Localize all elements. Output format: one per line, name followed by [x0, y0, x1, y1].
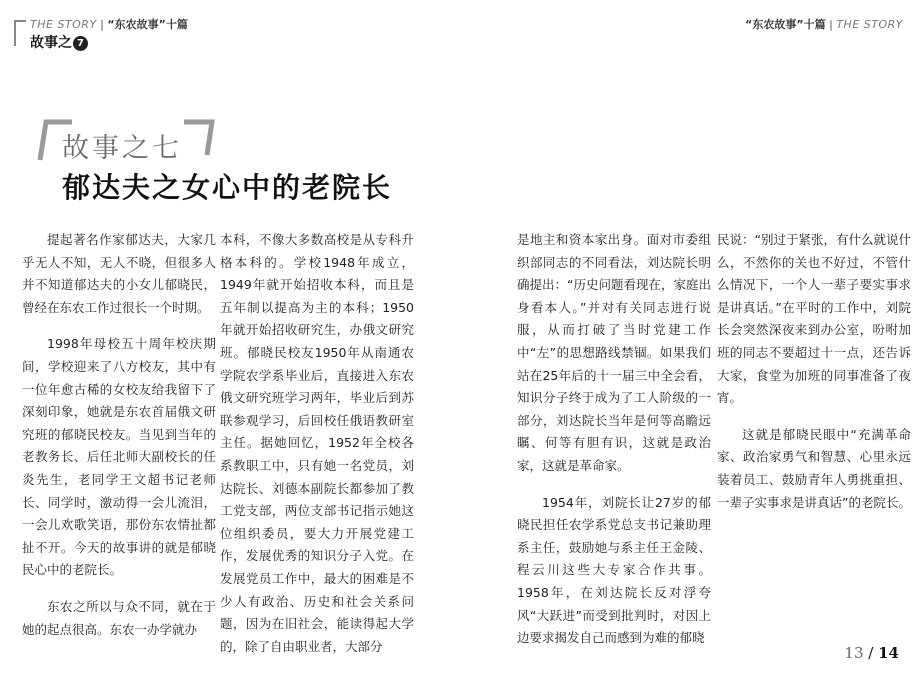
header-story-label-right: THE STORY — [836, 18, 903, 31]
header-series-label-right: “东农故事”十篇 — [745, 18, 826, 31]
text-column-2 — [220, 229, 414, 672]
header-divider: | — [96, 18, 108, 31]
article-subtitle: 故事之七 — [62, 133, 182, 164]
title-bracket-right — [184, 122, 212, 155]
running-header-right — [745, 16, 903, 32]
paragraph: 是地主和资本家出身。面对市委组织部同志的不同看法，刘达院长明确提出：“历史问题看现在，家庭出身看本人。”并对有关同志进行说服，从而打破了当时党建工作中“左”的思想路线禁锢。如果我们站在25年后的十一届三中全会看，知识分子终于成为了工人阶级的一部分，刘达院长当年是何等高瞻远瞩、何等有胆有识，这就是政治家，这就是革命家。 — [517, 232, 711, 473]
paragraph: 提起著名作家郁达夫，大家几乎无人不知，无人不晓，但很多人并不知道郁达夫的小女儿郁晓民，曾经在东农工作过很长一个时期。 — [22, 232, 216, 315]
page-separator: / — [868, 644, 874, 662]
text-column-3 — [517, 229, 711, 664]
header-series-label: “东农故事”十篇 — [107, 18, 188, 31]
paragraph: 1998年母校五十周年校庆期间，学校迎来了八方校友，其中有一位年愈古稀的女校友给我留下了深刻印象，她就是东农首届俄文研究班的郁晓民校友。当见到当年的老教务长、后任北师大副校长的任炎先生，老同学王文超书记老师长、同学时，激动得一会儿流泪，一会儿欢歌笑语，那份东农情扯都扯不开。今天的故事讲的就是郁晓民心中的老院长。 — [22, 336, 216, 578]
current-page: 13 — [844, 644, 864, 662]
article-title: 郁达夫之女心中的老院长 — [62, 171, 393, 204]
paragraph: 民说：“别过于紧张，有什么就说什么，不然你的关也不好过，不管什么情况下，一个人一辈子要实事求是讲真话。”在平时的工作中，刘院长会突然深夜来到办公室，吩咐加班的同志不要超过十一点，还告诉大家，食堂为加班的同事准备了夜宵。 — [717, 232, 911, 406]
header-story-label: THE STORY — [30, 18, 97, 31]
chapter-text: 故事之 — [30, 35, 72, 51]
paragraph: 这就是郁晓民眼中“充满革命家、政治家勇气和智慧、心里永远装着员工、鼓励青年人勇挑重担、一辈子实事求是讲真话”的老院长。 — [717, 426, 911, 510]
chapter-number-badge: 7 — [73, 36, 88, 51]
paragraph: 1954年，刘院长让27岁的郁晓民担任农学系党总支书记兼助理系主任，鼓励她与系主任王金陵、程云川这些大专家合作共事。1958年，在刘达院长反对浮夸风“大跃进”而受到批判时，对因上边要求揭发自己而感到为难的郁晓 — [517, 494, 711, 646]
total-pages: 14 — [878, 644, 899, 662]
page-number — [844, 644, 899, 662]
paragraph: 本科，不像大多数高校是从专科升格本科的。学校1948年成立，1949年就开始招收本科，而且是五年制以提高为主的本科；1950年就开始招收研究生，办俄文研究班。郁晓民校友1950年从南通农学院农学系毕业后，直接进入东农俄文研究班学习两年，毕业后到苏联参观学习，后回校任俄语教研室主任。据她回忆，1952年全校各系教职工中，只有她一名党员，刘达院长、刘德本副院长都参加了教工党支部，两位支部书记指示她这位组织委员，要大力开展党建工作，发展优秀的知识分子入党。在发展党员工作中，最大的困难是不少人有政治、历史和社会关系问题，因为在旧社会，能读得起大学的，除了自由职业者，大部分 — [220, 232, 414, 654]
header-divider-right: | — [825, 18, 837, 31]
text-column-4 — [717, 229, 911, 528]
paragraph: 东农之所以与众不同，就在于她的起点很高。东农一办学就办 — [22, 598, 216, 637]
text-column-1 — [22, 229, 216, 655]
